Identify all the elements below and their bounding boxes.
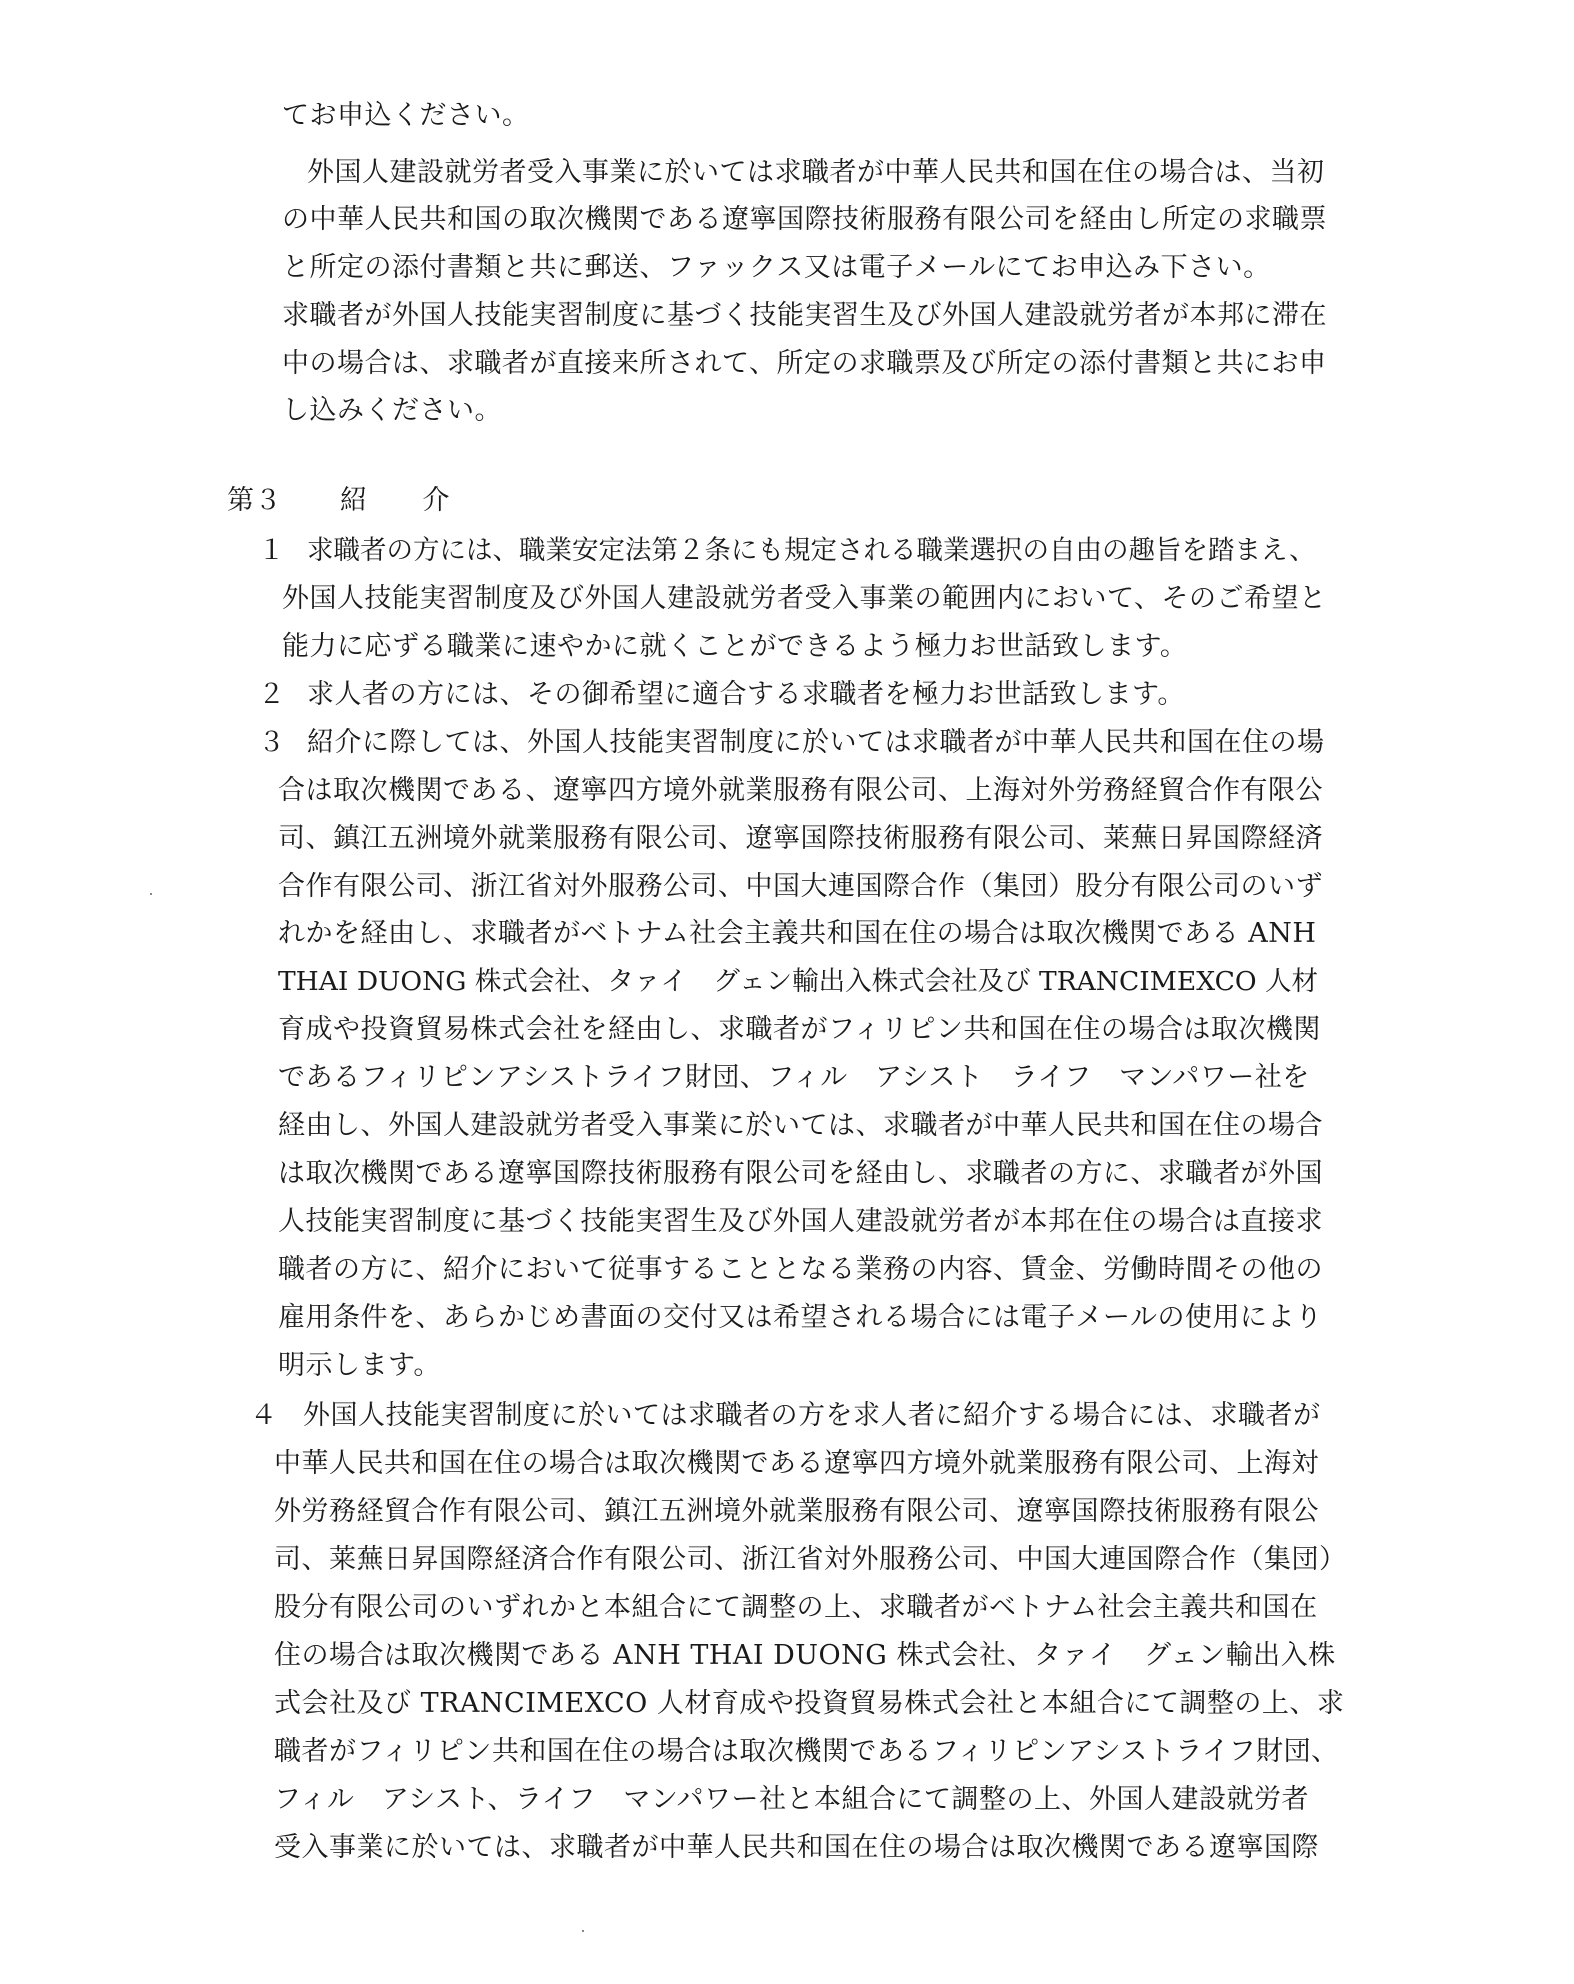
item-line: 職者がフィリピン共和国在住の場合は取次機関であるフィリピンアシストライフ財団、 — [274, 1736, 1339, 1767]
item-line: 育成や投資貿易株式会社を経由し、求職者がフィリピン共和国在住の場合は取次機関 — [278, 1014, 1321, 1045]
item-line: 中華人民共和国在住の場合は取次機関である遼寧四方境外就業服務有限公司、上海対 — [274, 1448, 1319, 1479]
item-line: 紹介に際しては、外国人技能実習制度に於いては求職者が中華人民共和国在住の場 — [307, 727, 1325, 758]
intro-line: し込みください。 — [282, 395, 502, 426]
item-line: 合は取次機関である、遼寧四方境外就業服務有限公司、上海対外労務経貿合作有限公 — [278, 775, 1323, 806]
item-line: 経由し、外国人建設就労者受入事業に於いては、求職者が中華人民共和国在住の場合 — [278, 1110, 1323, 1141]
item-line: 求人者の方には、その御希望に適合する求職者を極力お世話致します。 — [307, 679, 1185, 710]
item-number: ４ — [250, 1400, 278, 1431]
item-number: ３ — [258, 727, 286, 758]
item-line: 外国人技能実習制度に於いては求職者の方を求人者に紹介する場合には、求職者が — [303, 1400, 1321, 1431]
intro-line: てお申込ください。 — [282, 100, 530, 131]
item-line: 外国人技能実習制度及び外国人建設就労者受入事業の範囲内において、そのご希望と — [282, 583, 1327, 614]
item-line: 外労務経貿合作有限公司、鎮江五洲境外就業服務有限公司、遼寧国際技術服務有限公 — [274, 1496, 1319, 1527]
item-line: 能力に応ずる職業に速やかに就くことができるよう極力お世話致します。 — [282, 631, 1188, 662]
intro-line: 求職者が外国人技能実習制度に基づく技能実習生及び外国人建設就労者が本邦に滞在 — [282, 300, 1327, 331]
item-line: 明示します。 — [278, 1350, 441, 1381]
item-line: フィル アシスト、ライフ マンパワー社と本組合にて調整の上、外国人建設就労者 — [274, 1784, 1310, 1815]
intro-line: 外国人建設就労者受入事業に於いては求職者が中華人民共和国在住の場合は、当初 — [307, 157, 1325, 188]
section-number: 第３ — [227, 485, 282, 516]
section-title: 紹 介 — [340, 485, 450, 516]
intro-line: 中の場合は、求職者が直接来所されて、所定の求職票及び所定の添付書類と共にお申 — [282, 348, 1327, 379]
item-line: 人技能実習制度に基づく技能実習生及び外国人建設就労者が本邦在住の場合は直接求 — [278, 1206, 1323, 1237]
item-line: は取次機関である遼寧国際技術服務有限公司を経由し、求職者の方に、求職者が外国 — [278, 1158, 1323, 1189]
item-line: れかを経由し、求職者がベトナム社会主義共和国在住の場合は取次機関である ANH — [278, 918, 1317, 949]
item-line: THAI DUONG 株式会社、タァイ グェン輸出入株式会社及び TRANCIMEXCO 人材 — [278, 966, 1319, 997]
item-line: 職者の方に、紹介において従事することとなる業務の内容、賃金、労働時間その他の — [278, 1254, 1323, 1285]
item-line: 股分有限公司のいずれかと本組合にて調整の上、求職者がベトナム社会主義共和国在 — [274, 1592, 1318, 1623]
scan-speck — [582, 1930, 584, 1932]
intro-line: の中華人民共和国の取次機関である遼寧国際技術服務有限公司を経由し所定の求職票 — [282, 204, 1327, 235]
item-line: 受入事業に於いては、求職者が中華人民共和国在住の場合は取次機関である遼寧国際 — [274, 1832, 1319, 1863]
item-line: 住の場合は取次機関である ANH THAI DUONG 株式会社、タァイ グェン輸出入株 — [274, 1640, 1336, 1671]
scan-speck — [150, 893, 152, 895]
item-number: ２ — [258, 679, 286, 710]
item-line: 求職者の方には、職業安定法第２条にも規定される職業選択の自由の趣旨を踏まえ、 — [307, 535, 1316, 566]
item-line: であるフィリピンアシストライフ財団、フィル アシスト ライフ マンパワー社を — [278, 1062, 1310, 1093]
item-number: １ — [258, 535, 286, 566]
item-line: 司、莱蕪日昇国際経済合作有限公司、浙江省対外服務公司、中国大連国際合作（集団） — [274, 1544, 1347, 1575]
intro-line: と所定の添付書類と共に郵送、ファックス又は電子メールにてお申込み下さい。 — [282, 252, 1271, 283]
item-line: 式会社及び TRANCIMEXCO 人材育成や投資貿易株式会社と本組合にて調整の上、求 — [274, 1688, 1345, 1719]
item-line: 合作有限公司、浙江省対外服務公司、中国大連国際合作（集団）股分有限公司のいず — [278, 871, 1323, 902]
item-line: 雇用条件を、あらかじめ書面の交付又は希望される場合には電子メールの使用により — [278, 1302, 1323, 1333]
item-line: 司、鎮江五洲境外就業服務有限公司、遼寧国際技術服務有限公司、莱蕪日昇国際経済 — [278, 823, 1323, 854]
